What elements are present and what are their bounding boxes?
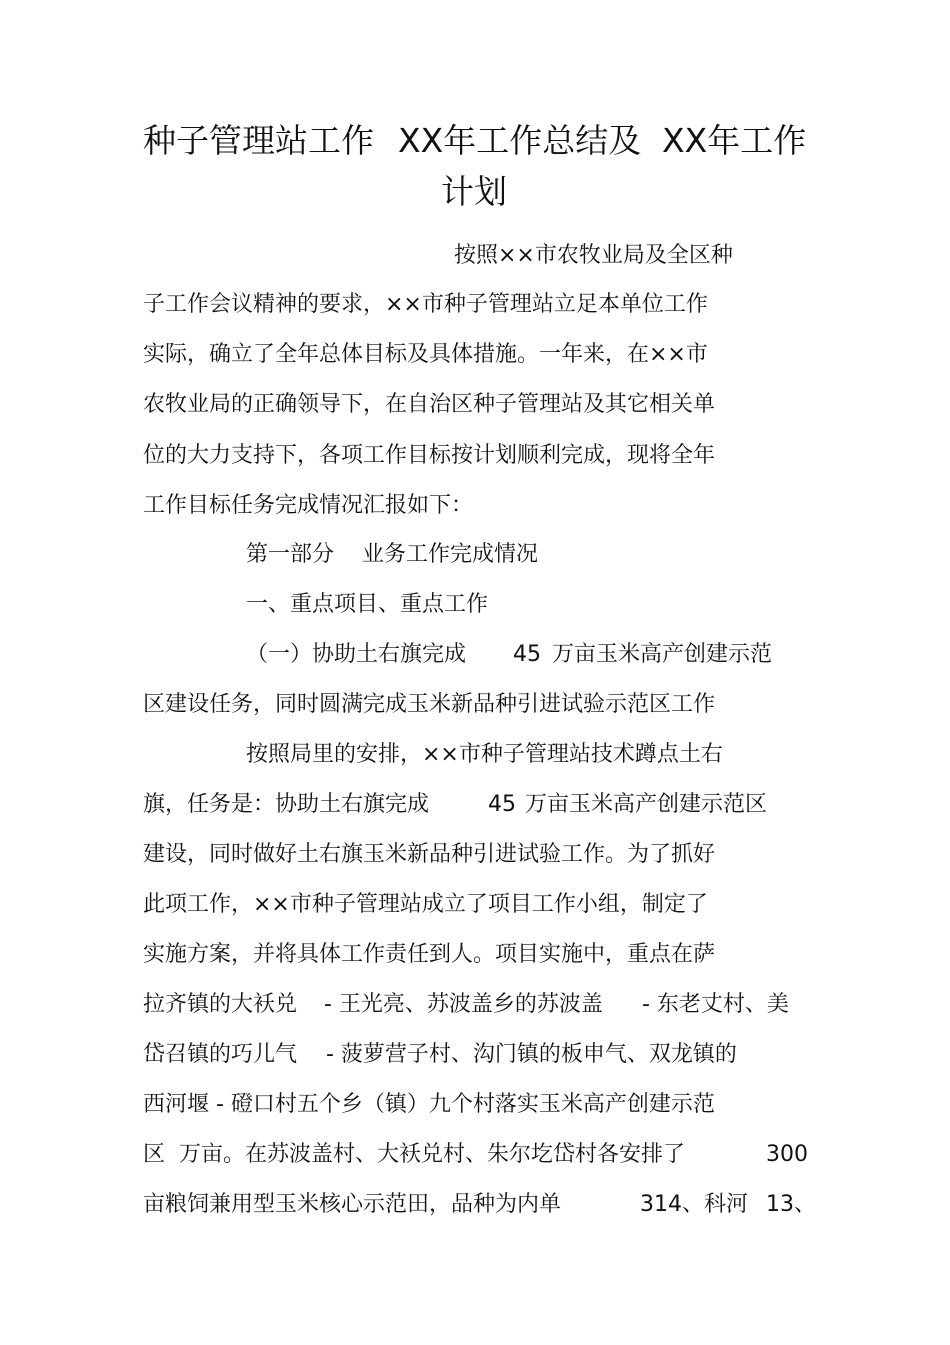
paragraph-line-6: 工作目标任务完成情况汇报如下： [143,493,474,518]
item-heading-line-2: 区建设任务，同时圆满完成玉米新品种引进试验示范区工作 [143,692,716,717]
title-part-3: XX年工作 [662,121,807,160]
paragraph-line-3: 实际，确立了全年总体目标及具体措施。一年来，在××市 [143,342,708,367]
paragraph-line-8b: 万亩玉米高产创建示范区 [525,792,768,817]
paragraph-line-13b: - 菠萝营子村、沟门镇的板申气、双龙镇的 [326,1042,737,1067]
paragraph-line-7: 按照局里的安排，××市种子管理站技术蹲点土右 [246,742,723,767]
paragraph-line-8a: 旗，任务是：协助土右旗完成 [143,792,430,817]
paragraph-line-8-number: 45 [488,792,516,817]
item-heading-part-2: 万亩玉米高产创建示范 [552,642,773,667]
title-line-2: 计划 [441,172,507,211]
paragraph-line-1: 按照××市农牧业局及全区种 [454,243,733,268]
subsection-heading: 一、重点项目、重点工作 [246,592,489,617]
paragraph-line-13a: 岱召镇的巧儿气 [143,1042,298,1067]
paragraph-line-12c: - 东老丈村、美 [642,992,789,1017]
title-part-2: XX年工作总结及 [398,121,642,160]
title-part-1: 种子管理站工作 [143,121,374,160]
section-heading: 第一部分 业务工作完成情况 [246,542,538,567]
paragraph-line-11: 实施方案，并将具体工作责任到人。项目实施中，重点在萨 [143,942,716,967]
item-heading-number: 45 [513,642,541,667]
paragraph-line-10: 此项工作，××市种子管理站成立了项目工作小组，制定了 [143,892,708,917]
paragraph-line-12a: 拉齐镇的大袄兑 [143,992,298,1017]
paragraph-line-15-number: 300 [766,1142,808,1167]
paragraph-line-5: 位的大力支持下，各项工作目标按计划顺利完成，现将全年 [143,443,716,468]
paragraph-line-14: 西河堰 - 磴口村五个乡（镇）九个村落实玉米高产创建示范 [143,1092,715,1117]
paragraph-line-9: 建设，同时做好土右旗玉米新品种引进试验工作。为了抓好 [143,842,716,867]
paragraph-line-16b: 314、科河 [640,1192,748,1217]
paragraph-line-16a: 亩粮饲兼用型玉米核心示范田，品种为内单 [143,1192,562,1217]
paragraph-line-2: 子工作会议精神的要求，××市种子管理站立足本单位工作 [143,292,708,317]
paragraph-line-15a: 区 万亩。在苏波盖村、大袄兑村、朱尔圪岱村各安排了 [143,1142,685,1167]
paragraph-line-4: 农牧业局的正确领导下，在自治区种子管理站及其它相关单 [143,392,716,417]
paragraph-line-16c: 13、 [766,1192,816,1217]
item-heading-part-1: （一）协助土右旗完成 [246,642,467,667]
paragraph-line-12b: - 王光亮、苏波盖乡的苏波盖 [324,992,603,1017]
